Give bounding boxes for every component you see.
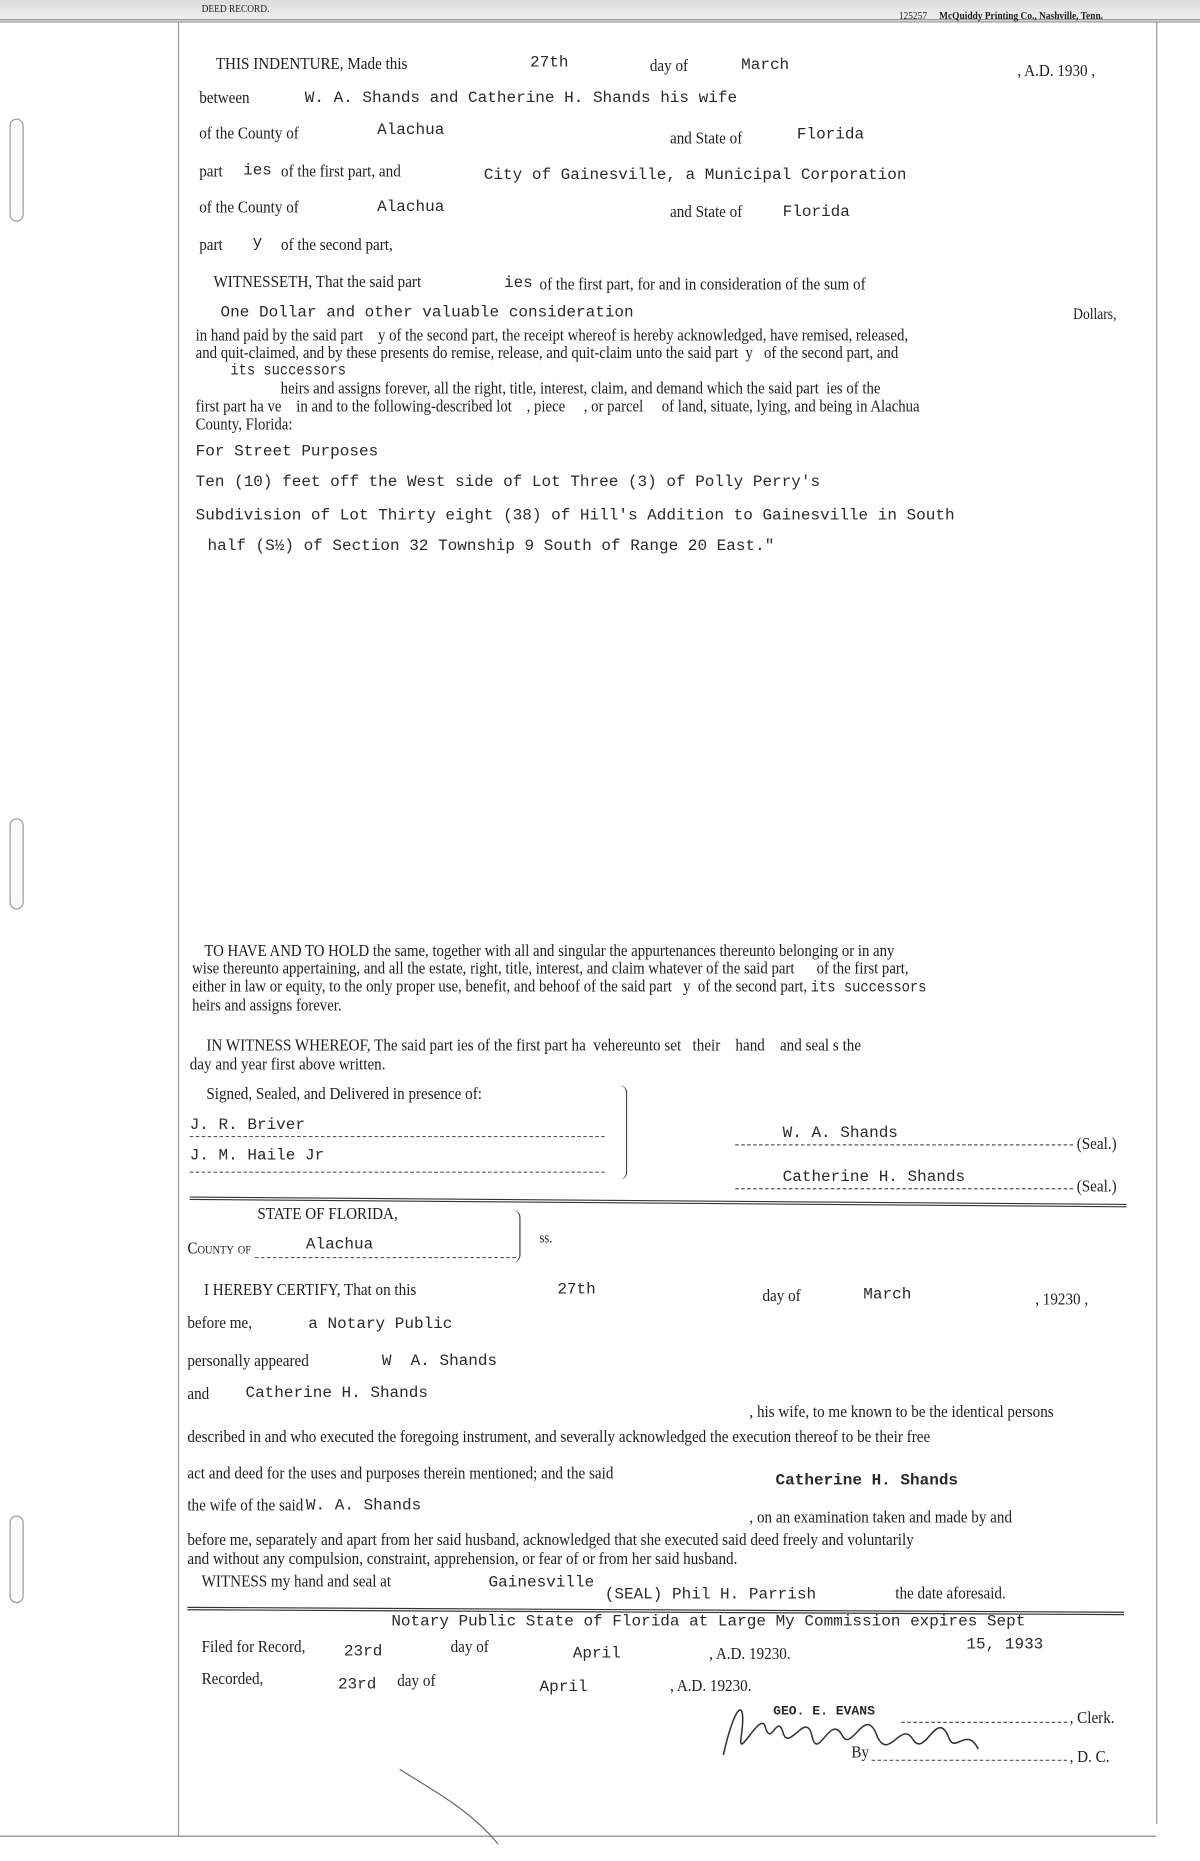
printer-label: McQuiddy Printing Co., Nashville, Tenn.: [939, 9, 1104, 22]
recorded-day: 23rd: [337, 1676, 377, 1695]
witnesseth-rest: of the first part, for and in consideration of the sum of: [539, 275, 866, 295]
in-witness-line: IN WITNESS WHEREOF, The said part ies of the first part ha vehereunto set their hand and seal s the: [206, 1036, 862, 1056]
grantee-state: Florida: [782, 203, 850, 222]
date-aforesaid: the date aforesaid.: [895, 1584, 1006, 1604]
without-text: and without any compulsion, constraint, apprehension, or fear of or from her said husband.: [187, 1549, 738, 1569]
stray-pen-mark-icon: [397, 1767, 516, 1850]
part-label: part: [199, 162, 223, 182]
day-of-label: day of: [450, 1637, 489, 1657]
ack-month: March: [863, 1286, 912, 1305]
clerk-label: , Clerk.: [1069, 1708, 1115, 1728]
ack-day: 27th: [557, 1281, 596, 1300]
grantors: W. A. Shands and Catherine H. Shands his wife: [304, 90, 738, 108]
grant-line: and quit-claimed, and by these presents do remise, release, and quit-claim unto the said part y of the second part, and: [195, 343, 899, 363]
county-of-label: County of: [187, 1239, 252, 1259]
his-wife-text: , his wife, to me known to be the identical persons: [749, 1402, 1054, 1422]
signer-1-line: [735, 1144, 1073, 1145]
its-successors: its successors: [810, 979, 927, 998]
signer-2-name: Catherine H. Shands: [782, 1169, 966, 1187]
recorded-label: Recorded,: [201, 1669, 264, 1689]
certify-label: I HEREBY CERTIFY, That on this: [203, 1280, 417, 1300]
grant-paragraph: [196, 327, 1038, 434]
exam-text: , on an examination taken and made by and: [749, 1508, 1013, 1528]
between-label: between: [199, 88, 250, 108]
ss-label: ss.: [539, 1229, 553, 1247]
made-this-label: THIS INDENTURE, Made this: [215, 54, 408, 74]
part-suffix: y: [252, 234, 263, 253]
left-margin-line: [178, 21, 179, 1835]
ack-county: Alachua: [305, 1236, 374, 1255]
ack-year: , 19230 ,: [1035, 1290, 1089, 1310]
description-line: For Street Purposes: [195, 443, 379, 462]
county-line: [255, 1257, 516, 1258]
description-line: Ten (10) feet off the West side of Lot Three (3) of Polly Perry's: [195, 474, 821, 493]
binding-hole: [9, 1515, 23, 1603]
indenture-month: March: [741, 56, 790, 75]
before-me-label: before me,: [187, 1313, 253, 1333]
witness-brace: [619, 1085, 627, 1180]
person-1: W A. Shands: [381, 1352, 498, 1371]
place: Gainesville: [488, 1574, 595, 1593]
seal-label: (Seal.): [1076, 1177, 1117, 1197]
filed-month: April: [572, 1645, 621, 1664]
witness-2-name: J. M. Haile Jr: [189, 1147, 325, 1166]
clerk-name: GEO. E. EVANS: [773, 1705, 875, 1720]
county-label: of the County of: [199, 124, 299, 144]
witness-1-name: J. R. Briver: [189, 1117, 306, 1135]
grant-line: in hand paid by the said part y of the second part, the receipt whereof is hereby acknowledged, have remised, released,: [195, 326, 909, 346]
commission-date: 15, 1933: [966, 1636, 1044, 1655]
state-label: and State of: [669, 129, 743, 149]
notary-name: (SEAL) Phil H. Parrish: [604, 1586, 817, 1605]
indenture-year: , A.D. 1930 ,: [1017, 61, 1096, 81]
officer: a Notary Public: [308, 1316, 453, 1335]
appeared-label: personally appeared: [187, 1351, 309, 1371]
wife-name: Catherine H. Shands: [775, 1472, 959, 1491]
part-suffix: ies: [503, 275, 533, 293]
bottom-edge: [0, 1836, 1156, 1837]
indenture-day: 27th: [530, 54, 569, 73]
witnesseth-label: WITNESSETH, That the said part: [213, 272, 422, 292]
signed-sealed-label: Signed, Sealed, and Delivered in presence of:: [206, 1085, 482, 1104]
habendum-paragraph: [192, 943, 1046, 1015]
by-label: By: [851, 1743, 870, 1763]
habendum-line: wise thereunto appertaining, and all the estate, right, title, interest, and claim whatever of the said part of the first part,: [192, 959, 909, 979]
witness-at-label: WITNESS my hand and seal at: [201, 1572, 392, 1592]
first-part-label: of the first part, and: [281, 162, 401, 182]
recorded-year: , A.D. 19230.: [669, 1676, 752, 1696]
day-of-label: day of: [649, 56, 689, 76]
habendum-line: TO HAVE AND TO HOLD the same, together with all and singular the appurtenances thereunto belonging or in any: [204, 941, 895, 961]
habendum-line-with-typed: [192, 978, 926, 997]
second-part-label: of the second part,: [281, 235, 393, 255]
part-label: part: [199, 235, 223, 255]
deputy-signature-icon: [711, 1690, 1019, 1773]
habendum-line: either in law or equity, to the only proper use, benefit, and behoof of the said part y of the second part,: [192, 977, 808, 997]
wife-of-label: the wife of the said: [187, 1496, 304, 1516]
and-label: and: [187, 1385, 210, 1404]
recorded-month: April: [539, 1679, 588, 1697]
grant-line: heirs and assigns forever, all the right, title, interest, claim, and demand which the said part ies of the: [195, 379, 881, 399]
description-line: half (S½) of Section 32 Township 9 South of Range 20 East.": [207, 538, 775, 557]
grantor-county: Alachua: [377, 122, 445, 140]
dc-label: , D. C.: [1069, 1747, 1110, 1767]
signer-1-name: W. A. Shands: [782, 1125, 898, 1144]
grantor-state: Florida: [796, 126, 865, 145]
state-heading: STATE OF FLORIDA,: [257, 1204, 398, 1224]
signer-2-line: [735, 1188, 1073, 1189]
witness-2-line: [190, 1172, 605, 1173]
grantee: City of Gainesville, a Municipal Corporation: [483, 167, 907, 185]
filed-year: , A.D. 19230.: [709, 1644, 791, 1664]
state-label: and State of: [669, 202, 743, 222]
county-label: of the County of: [199, 198, 299, 218]
its-successors: its successors: [230, 362, 346, 381]
deed-record-label: DEED RECORD.: [201, 2, 270, 15]
notary-commission: Notary Public State of Florida at Large My Commission expires Sept: [391, 1613, 1026, 1632]
description-line: Subdivision of Lot Thirty eight (38) of Hill's Addition to Gainesville in South: [195, 507, 955, 526]
consideration: One Dollar and other valuable consideration: [220, 304, 634, 323]
form-number: 125257: [898, 9, 928, 22]
grantee-county: Alachua: [377, 199, 445, 218]
witness-1-line: [190, 1136, 605, 1137]
act-deed-text: act and deed for the uses and purposes therein mentioned; and the said: [187, 1464, 614, 1484]
part-suffix: ies: [243, 162, 272, 181]
person-2: Catherine H. Shands: [245, 1385, 428, 1403]
grant-line: first part ha ve in and to the following-described lot , piece , or parcel of land, situate, lying, and being in Alachua: [195, 397, 920, 417]
binding-hole: [9, 119, 23, 222]
in-witness-line: day and year first above written.: [189, 1055, 386, 1075]
filed-day: 23rd: [343, 1643, 383, 1662]
day-of-label: day of: [762, 1286, 801, 1306]
right-margin-line: [1156, 21, 1157, 1823]
venue-brace: [512, 1210, 520, 1263]
filed-label: Filed for Record,: [201, 1637, 306, 1657]
seal-label: (Seal.): [1076, 1134, 1117, 1154]
habendum-line: heirs and assigns forever.: [192, 996, 342, 1016]
binding-hole: [9, 818, 23, 909]
separately-text: before me, separately and apart from her said husband, acknowledged that she executed said deed freely and voluntarily: [187, 1530, 914, 1550]
dollars-label: Dollars,: [1073, 304, 1117, 323]
husband-name: W. A. Shands: [305, 1497, 422, 1516]
grant-line: County, Florida:: [195, 415, 293, 435]
described-text: described in and who executed the foregoing instrument, and severally acknowledged the execution thereof to be their free: [187, 1427, 931, 1447]
day-of-label: day of: [397, 1671, 436, 1691]
